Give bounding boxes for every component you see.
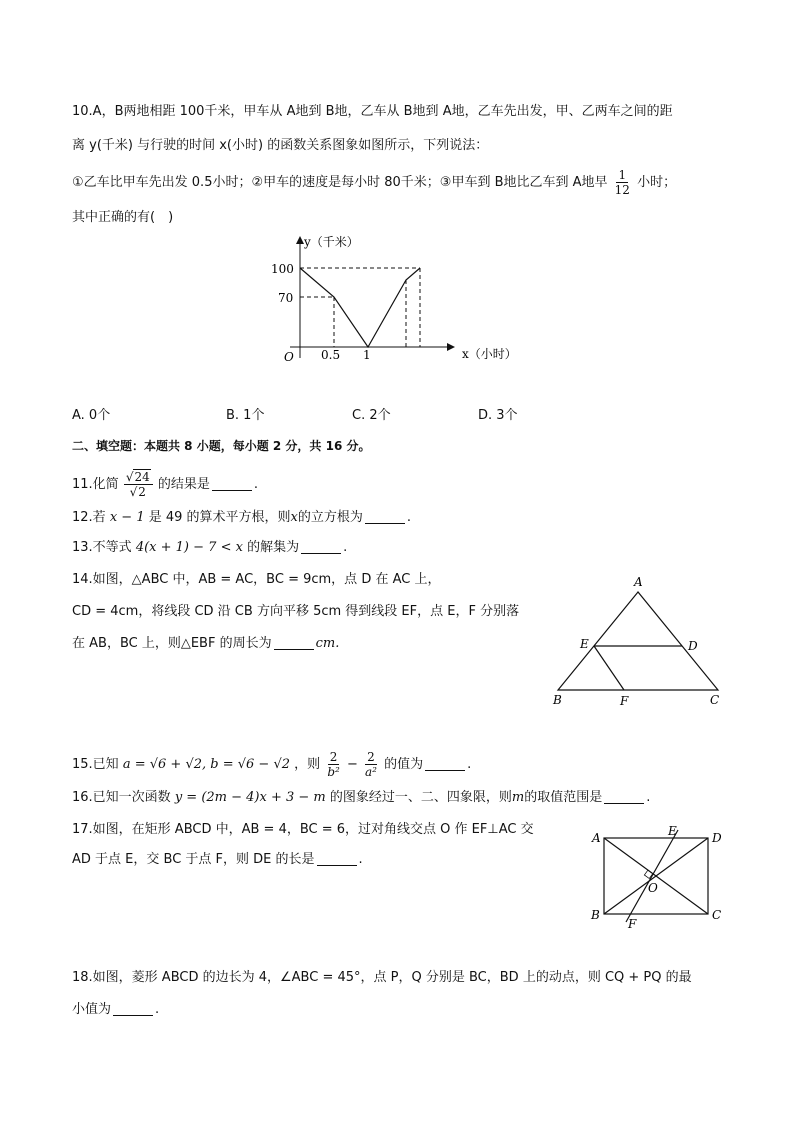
q15-f1-num: 2: [329, 750, 338, 764]
q13-answer-blank[interactable]: [301, 539, 341, 554]
q10-line3-text: ①乙车比甲车先出发 0.5小时；②甲车的速度是每小时 80千米；③甲车到 B地比乙车到 A地早: [72, 175, 608, 190]
q15-op: −: [346, 757, 358, 772]
q16-mid: 的图象经过一、二、四象限，则: [329, 790, 512, 805]
q10-line2: 离 y(千米) 与行驶的时间 x(小时) 的函数关系图象如图所示，下列说法：: [72, 138, 489, 153]
q18-period: .: [155, 1002, 160, 1017]
q16-var: m: [511, 790, 525, 805]
q14-line3: [72, 634, 339, 654]
q15-frac2: [363, 750, 379, 779]
option-c: C. 2个: [352, 408, 391, 423]
q15-mid: ，则: [294, 757, 321, 772]
label-c: C: [710, 693, 720, 707]
segment-ef: [594, 646, 624, 690]
q17-line2-text: AD 于点 E，交 BC 于点 F，则 DE 的长是: [72, 852, 315, 867]
q15-answer-blank[interactable]: [425, 756, 465, 771]
q17-period: .: [358, 852, 363, 867]
q10-line3: [72, 168, 676, 197]
q15-frac1: [325, 750, 342, 779]
label-a: A: [592, 831, 601, 845]
label-e: E: [580, 637, 589, 651]
q13-expr: 4(x + 1) − 7 < x: [135, 540, 243, 555]
q13-prefix: 13.不等式: [72, 540, 132, 555]
q10-fraction: [613, 168, 632, 197]
q10-line3-end: 小时；: [637, 175, 677, 190]
q12-prefix: 12.若: [72, 510, 106, 525]
q14-line3-text: 在 AB，BC 上，则△EBF 的周长为: [72, 636, 272, 651]
q15-f2-num: 2: [367, 750, 375, 764]
label-f: F: [620, 694, 629, 708]
q10-line1: 10.A，B两地相距 100千米，甲车从 A地到 B地，乙车从 B地到 A地，乙车先出发，甲、乙两车之间的距: [72, 104, 673, 119]
q17-line1: 17.如图，在矩形 ABCD 中，AB = 4，BC = 6，过对角线交点 O 作 EF⊥AC 交: [72, 822, 534, 837]
q11-fraction: $\frac{√24}{√2}$: [124, 470, 153, 499]
q16-answer-blank[interactable]: [604, 789, 644, 804]
label-c: C: [712, 908, 722, 922]
q18-answer-blank[interactable]: [113, 1001, 153, 1016]
q15-prefix: 15.已知: [72, 757, 119, 772]
y-axis-label: y（千米）: [304, 235, 359, 249]
q11: 11.化简 $\frac{√24}{√2}$ 的结果是 .: [72, 470, 259, 499]
q18-line2-text: 小值为: [72, 1002, 112, 1017]
q14-line2: CD = 4cm，将线段 CD 沿 CB 方向平移 5cm 得到线段 EF，点 E，F 分别落: [72, 604, 520, 619]
q17-figure: [586, 822, 726, 932]
q14-figure: [548, 572, 728, 712]
x-axis-label: x（小时）: [462, 347, 517, 361]
q18-line2: [72, 1000, 159, 1020]
q18-line1: 18.如图，菱形 ABCD 的边长为 4，∠ABC = 45°，点 P，Q 分别是 BC，BD 上的动点，则 CQ + PQ 的最: [72, 970, 692, 985]
q16-suffix: 的取值范围是: [524, 790, 603, 805]
q12-answer-blank[interactable]: [365, 509, 405, 524]
q11-answer-blank[interactable]: [212, 476, 252, 491]
q17-line2: [72, 850, 363, 870]
origin-label: O: [284, 350, 294, 364]
q11-prefix: 11.化简: [72, 477, 119, 492]
q10-graph: [270, 228, 530, 373]
label-b: B: [553, 693, 562, 707]
q16-expr: y = (2m − 4)x + 3 − m: [174, 790, 326, 805]
q13-suffix: 的解集为: [247, 540, 300, 555]
section-2-header: 二、填空题：本题共 8 小题，每小题 2 分，共 16 分。: [72, 439, 371, 453]
q15-f1-den: b²: [327, 765, 340, 779]
q16: 16.已知一次函数 y = (2m − 4)x + 3 − m 的图象经过一、二、四象限，则m的取值范围是 .: [72, 790, 651, 805]
label-d: D: [712, 831, 722, 845]
q12-mid: 是 49 的算术平方根，则: [148, 510, 291, 525]
q15-suffix: 的值为: [384, 757, 424, 772]
label-f: F: [628, 917, 637, 931]
y-tick-70: 70: [278, 291, 294, 305]
y-tick-100: 100: [271, 262, 294, 276]
q10-line4: 其中正确的有( ): [72, 210, 174, 225]
q10-frac-den: 12: [614, 183, 630, 197]
segment-ef: [626, 830, 678, 922]
q15-expr: a = √6 + √2, b = √6 − √2: [122, 757, 291, 772]
q12-expr: x − 1: [109, 510, 145, 525]
q16-prefix: 16.已知一次函数: [72, 790, 171, 805]
label-e: E: [668, 824, 677, 838]
q14-unit: cm.: [315, 636, 340, 651]
q11-den: 2: [138, 485, 146, 499]
x-tick-0.5: 0.5: [321, 348, 341, 362]
q12: 12.若 x − 1 是 49 的算术平方根，则x的立方根为 .: [72, 510, 412, 525]
label-d: D: [688, 639, 698, 653]
q15: 15.已知 a = √6 + √2, b = √6 − √2 ，则 $\frac{2}{\text{b²}}$ − $\frac{2}{\text{a²}}$ 的值为 .: [72, 750, 472, 779]
option-b: B. 1个: [226, 408, 265, 423]
function-curve: [300, 268, 420, 347]
x-tick-1: 1: [363, 348, 371, 362]
q11-num: 24: [134, 470, 150, 484]
option-d: D. 3个: [478, 408, 518, 423]
q17-answer-blank[interactable]: [317, 851, 357, 866]
q13: 13.不等式 4(x + 1) − 7 < x 的解集为 .: [72, 540, 348, 555]
label-a: A: [634, 575, 643, 589]
q12-var: x: [290, 510, 298, 525]
label-o: O: [648, 881, 658, 895]
label-b: B: [591, 908, 600, 922]
q11-suffix: 的结果是: [157, 477, 210, 492]
q14-line1: 14.如图，△ABC 中，AB = AC，BC = 9cm，点 D 在 AC 上，: [72, 572, 441, 587]
q10-frac-num: 1: [618, 168, 627, 182]
q12-suffix: 的立方根为: [297, 510, 363, 525]
q15-f2-den: a²: [365, 765, 377, 779]
option-a: A. 0个: [72, 408, 111, 423]
q14-answer-blank[interactable]: [274, 635, 314, 650]
